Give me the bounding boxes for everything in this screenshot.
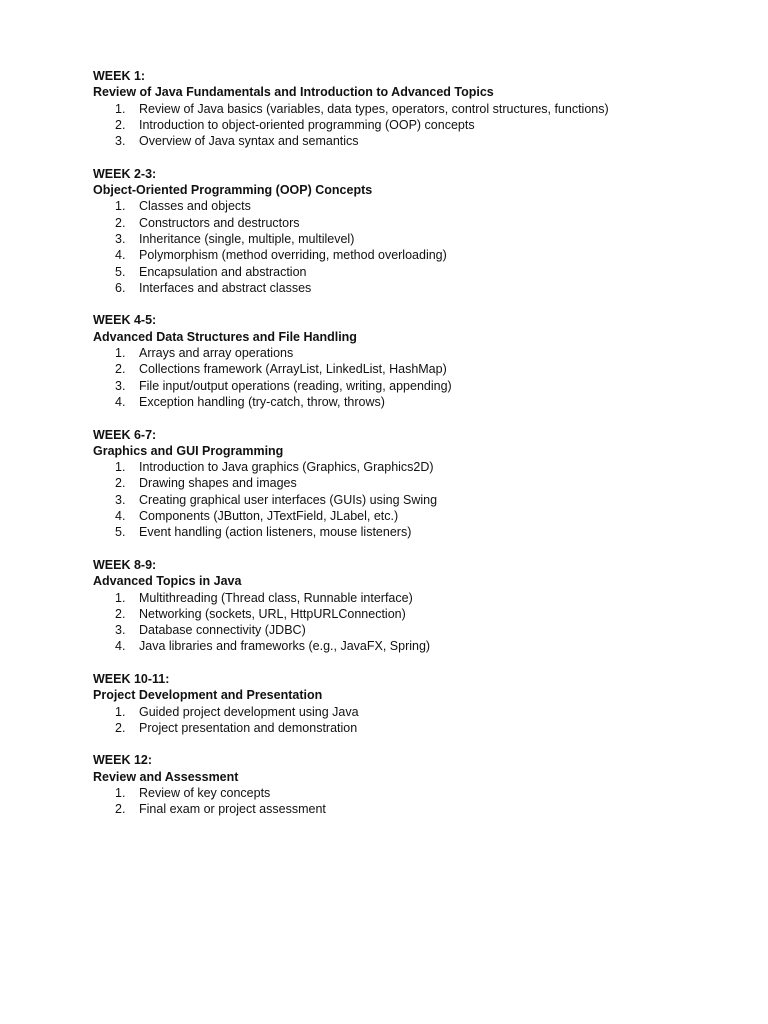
list-item — [93, 459, 713, 475]
item-text: Review of Java basics (variables, data types, operators, control structures, functions) — [139, 101, 609, 116]
item-number: 2. — [115, 476, 126, 491]
list-item — [93, 622, 713, 638]
week-title: Advanced Topics in Java — [93, 574, 242, 589]
item-text: Arrays and array operations — [139, 346, 294, 361]
week-section — [93, 68, 713, 149]
list-item — [93, 361, 713, 377]
item-number: 2. — [115, 362, 126, 377]
list-item — [93, 345, 713, 361]
week-title: Advanced Data Structures and File Handling — [93, 329, 357, 344]
week-section — [93, 557, 713, 655]
item-number: 6. — [115, 280, 126, 295]
list-item — [93, 606, 713, 622]
item-number: 2. — [115, 117, 126, 132]
document-page — [93, 68, 713, 834]
item-number: 4. — [115, 394, 126, 409]
week-section — [93, 427, 713, 541]
week-section — [93, 166, 713, 296]
item-number: 5. — [115, 264, 126, 279]
list-item — [93, 280, 713, 296]
list-item — [93, 101, 713, 117]
list-item — [93, 720, 713, 736]
item-number: 1. — [115, 460, 126, 475]
item-text: File input/output operations (reading, writing, appending) — [139, 378, 452, 393]
list-item — [93, 198, 713, 214]
item-number: 2. — [115, 606, 126, 621]
list-item — [93, 264, 713, 280]
item-text: Networking (sockets, URL, HttpURLConnection) — [139, 606, 406, 621]
item-number: 1. — [115, 590, 126, 605]
item-number: 2. — [115, 215, 126, 230]
week-section — [93, 752, 713, 817]
week-title: Project Development and Presentation — [93, 688, 323, 703]
item-text: Database connectivity (JDBC) — [139, 623, 306, 638]
item-number: 1. — [115, 199, 126, 214]
week-label: WEEK 4-5: — [93, 313, 157, 328]
item-number: 3. — [115, 623, 126, 638]
item-text: Drawing shapes and images — [139, 476, 297, 491]
topic-list — [93, 345, 713, 410]
week-section — [93, 671, 713, 736]
list-item — [93, 394, 713, 410]
item-number: 4. — [115, 509, 126, 524]
item-text: Introduction to object-oriented programming (OOP) concepts — [139, 117, 475, 132]
list-item — [93, 524, 713, 540]
item-text: Constructors and destructors — [139, 215, 300, 230]
item-text: Java libraries and frameworks (e.g., JavaFX, Spring) — [139, 639, 431, 654]
item-text: Review of key concepts — [139, 786, 271, 801]
list-item — [93, 785, 713, 801]
topic-list — [93, 785, 713, 818]
week-label: WEEK 2-3: — [93, 166, 157, 181]
item-number: 3. — [115, 231, 126, 246]
item-text: Multithreading (Thread class, Runnable interface) — [139, 590, 413, 605]
topic-list — [93, 459, 713, 540]
list-item — [93, 704, 713, 720]
topic-list — [93, 590, 713, 655]
week-label: WEEK 12: — [93, 753, 153, 768]
week-label: WEEK 10-11: — [93, 671, 170, 686]
item-text: Final exam or project assessment — [139, 802, 326, 817]
list-item — [93, 801, 713, 817]
list-item — [93, 117, 713, 133]
item-number: 2. — [115, 802, 126, 817]
item-text: Components (JButton, JTextField, JLabel, etc.) — [139, 509, 399, 524]
list-item — [93, 231, 713, 247]
list-item — [93, 590, 713, 606]
week-label: WEEK 6-7: — [93, 427, 157, 442]
item-text: Guided project development using Java — [139, 704, 359, 719]
item-text: Classes and objects — [139, 199, 251, 214]
week-title: Review and Assessment — [93, 769, 239, 784]
list-item — [93, 475, 713, 491]
item-number: 1. — [115, 704, 126, 719]
item-number: 1. — [115, 101, 126, 116]
item-text: Overview of Java syntax and semantics — [139, 134, 359, 149]
list-item — [93, 508, 713, 524]
item-text: Creating graphical user interfaces (GUIs) using Swing — [139, 492, 438, 507]
item-text: Interfaces and abstract classes — [139, 280, 312, 295]
item-text: Inheritance (single, multiple, multilevel) — [139, 231, 355, 246]
list-item — [93, 638, 713, 654]
topic-list — [93, 101, 713, 150]
week-label: WEEK 1: — [93, 69, 146, 83]
item-number: 5. — [115, 525, 126, 540]
item-number: 2. — [115, 720, 126, 735]
list-item — [93, 492, 713, 508]
list-item — [93, 215, 713, 231]
week-section — [93, 312, 713, 410]
item-number: 4. — [115, 639, 126, 654]
week-title: Review of Java Fundamentals and Introduction to Advanced Topics — [93, 85, 494, 100]
list-item — [93, 378, 713, 394]
item-text: Introduction to Java graphics (Graphics, Graphics2D) — [139, 460, 434, 475]
week-title: Graphics and GUI Programming — [93, 443, 284, 458]
item-text: Encapsulation and abstraction — [139, 264, 307, 279]
topic-list — [93, 198, 713, 296]
item-text: Polymorphism (method overriding, method overloading) — [139, 248, 447, 263]
item-text: Collections framework (ArrayList, LinkedList, HashMap) — [139, 362, 447, 377]
list-item — [93, 247, 713, 263]
item-number: 3. — [115, 378, 126, 393]
item-number: 3. — [115, 134, 126, 149]
item-number: 1. — [115, 786, 126, 801]
item-number: 3. — [115, 492, 126, 507]
list-item — [93, 133, 713, 149]
topic-list — [93, 704, 713, 737]
item-number: 4. — [115, 248, 126, 263]
week-title: Object-Oriented Programming (OOP) Concepts — [93, 183, 373, 198]
week-label: WEEK 8-9: — [93, 557, 157, 572]
item-text: Event handling (action listeners, mouse listeners) — [139, 525, 412, 540]
item-text: Project presentation and demonstration — [139, 720, 358, 735]
item-text: Exception handling (try-catch, throw, throws) — [139, 394, 385, 409]
item-number: 1. — [115, 346, 126, 361]
